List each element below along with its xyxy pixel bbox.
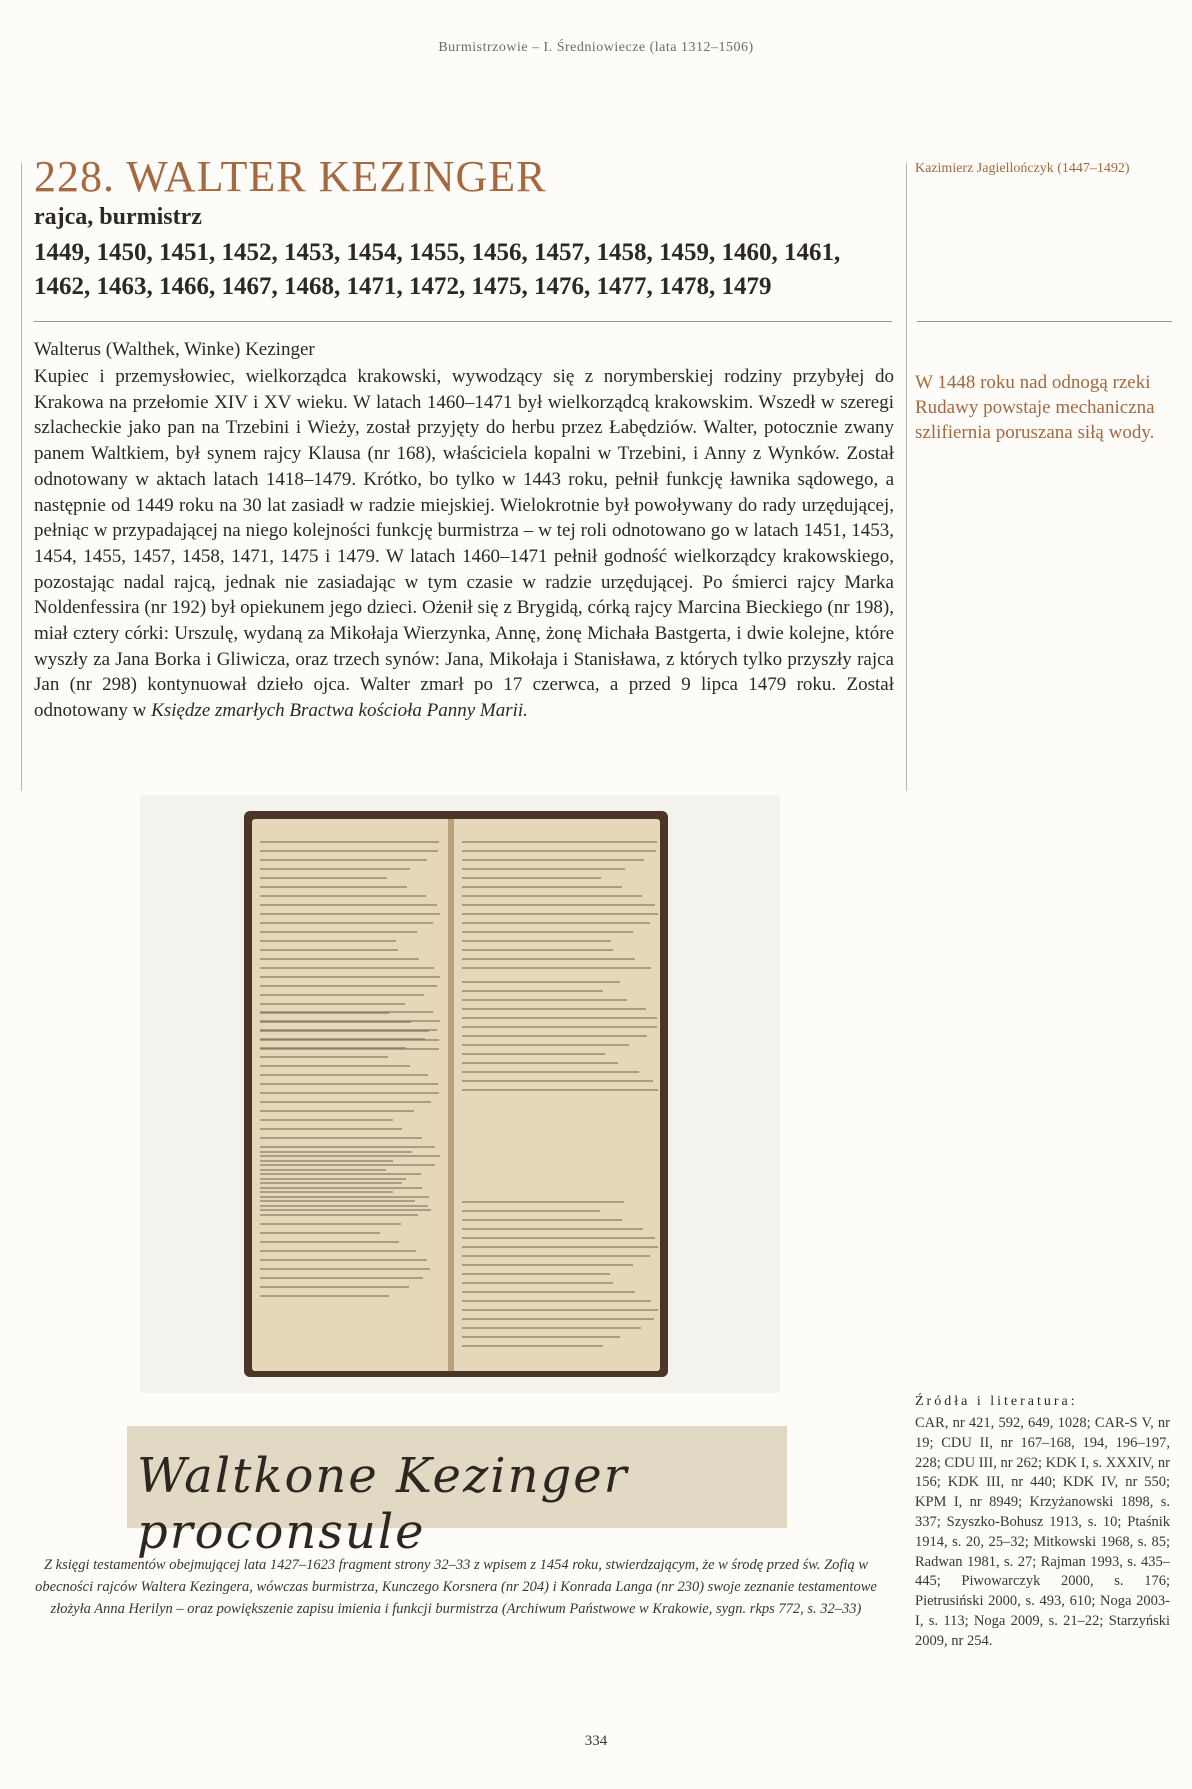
handwriting-stroke — [462, 1008, 646, 1010]
handwriting-stroke — [260, 1223, 401, 1225]
running-head: Burmistrzowie – I. Średniowiecze (lata 1312–1506) — [438, 40, 754, 55]
handwriting-stroke — [260, 1187, 422, 1189]
handwriting-stroke — [260, 1056, 388, 1058]
handwriting-stroke — [260, 1277, 423, 1279]
handwriting-stroke — [462, 1026, 657, 1028]
handwriting-stroke — [260, 1038, 425, 1040]
handwriting-stroke — [260, 967, 434, 969]
handwriting-stroke — [260, 1119, 393, 1121]
handwriting-stroke — [462, 981, 620, 983]
handwriting-stroke — [260, 1155, 440, 1157]
handwriting-stroke — [462, 877, 601, 879]
handwriting-stroke — [462, 1210, 600, 1212]
handwriting-stroke — [260, 1074, 428, 1076]
handwriting-stroke — [462, 895, 642, 897]
handwriting-stroke — [260, 1191, 393, 1193]
handwriting-stroke — [462, 1282, 613, 1284]
handwriting-stroke — [462, 1228, 643, 1230]
handwriting-stroke — [462, 1062, 618, 1064]
handwriting-stroke — [462, 1336, 620, 1338]
handwriting-stroke — [260, 1101, 431, 1103]
handwriting-stroke — [260, 1232, 380, 1234]
handwriting-stroke — [260, 1003, 405, 1005]
handwriting-stroke — [260, 1020, 440, 1022]
handwriting-stroke — [462, 1309, 658, 1311]
handwriting-stroke — [260, 1160, 393, 1162]
handwriting-stroke — [260, 1128, 402, 1130]
handwriting-stroke — [260, 1182, 402, 1184]
handwriting-stroke — [260, 1173, 421, 1175]
handwriting-stroke — [462, 886, 622, 888]
handwriting-stroke — [462, 1300, 651, 1302]
entry-title: 228. WALTER KEZINGER — [34, 152, 547, 201]
handwriting-stroke — [260, 904, 437, 906]
manuscript-detail — [127, 1426, 787, 1560]
monarch-label: Kazimierz Jagiellończyk (1447–1492) — [915, 161, 1130, 176]
handwriting-stroke — [260, 1205, 428, 1207]
handwriting-stroke — [462, 931, 633, 933]
handwriting-stroke — [260, 1214, 418, 1216]
handwriting-stroke — [260, 1250, 416, 1252]
handwriting-stroke — [462, 1080, 653, 1082]
handwriting-stroke — [462, 1017, 657, 1019]
handwriting-stroke — [462, 904, 655, 906]
handwriting-stroke — [260, 1259, 427, 1261]
handwriting-stroke — [260, 1286, 409, 1288]
handwriting-stroke — [260, 868, 410, 870]
handwriting-stroke — [462, 1291, 635, 1293]
handwriting-stroke — [462, 1201, 624, 1203]
handwriting-stroke — [462, 1044, 629, 1046]
column-divider — [906, 163, 907, 791]
entry-years — [34, 236, 894, 304]
handwriting-stroke — [462, 841, 657, 843]
handwriting-stroke — [260, 1110, 414, 1112]
handwriting-stroke — [462, 1255, 650, 1257]
handwriting-stroke — [260, 1029, 437, 1031]
manuscript-detail-text: Waltkone Kezinger proconsule — [137, 1448, 629, 1560]
handwriting-stroke — [462, 1264, 633, 1266]
handwriting-stroke — [462, 940, 611, 942]
handwriting-stroke — [260, 940, 396, 942]
handwriting-stroke — [260, 1268, 430, 1270]
manuscript-left-page — [252, 819, 448, 1371]
handwriting-stroke — [462, 850, 656, 852]
handwriting-stroke — [462, 1053, 605, 1055]
handwriting-stroke — [462, 1219, 622, 1221]
years-line-2: 1462, 1463, 1466, 1467, 1468, 1471, 1472, 1475, 1476, 1477, 1478, 1479 — [34, 273, 772, 300]
handwriting-stroke — [462, 967, 651, 969]
handwriting-stroke — [462, 990, 603, 992]
header-divider — [34, 321, 892, 322]
handwriting-stroke — [260, 913, 440, 915]
handwriting-stroke — [260, 1178, 406, 1180]
entry-alias: Walterus (Walthek, Winke) Kezinger — [34, 339, 315, 360]
handwriting-stroke — [260, 1241, 399, 1243]
handwriting-stroke — [260, 1047, 406, 1049]
handwriting-stroke — [260, 1092, 439, 1094]
handwriting-stroke — [260, 1137, 422, 1139]
handwriting-stroke — [260, 1151, 412, 1153]
handwriting-stroke — [260, 1164, 435, 1166]
handwriting-stroke — [462, 1318, 654, 1320]
handwriting-stroke — [462, 999, 627, 1001]
entry-biography — [34, 364, 894, 724]
handwriting-stroke — [260, 949, 398, 951]
manuscript-book — [244, 811, 668, 1377]
side-divider — [917, 321, 1172, 322]
left-rule — [21, 163, 22, 791]
handwriting-stroke — [462, 1345, 603, 1347]
handwriting-stroke — [462, 949, 613, 951]
biography-source-title: Księdze zmarłych Bractwa kościoła Panny Marii. — [151, 700, 528, 722]
biography-text: Kupiec i przemysłowiec, wielkorządca krakowski, wywodzący się z norymberskiej rodziny przybyłej do Krakowa na przełomie XIV i XV wieku. W latach 1460–1471 był wielkorządcą krakowskim. Wszedł w szeregi szlacheckie jako pan na Trzebini i Wieży, został przyjęty do herbu przez Łabędziów. Walter, potocznie zwany panem Waltkiem, był synem rajcy Klausa (nr 168), właściciela kopalni w Trzebini, i Anny z Wynków. Został odnotowany w aktach latach 1418–1479. Krótko, bo tylko w 1443 roku, pełnił funkcję ławnika sądowego, a następnie od 1449 roku na 30 lat zasiadł w radzie miejskiej. Wielokrotnie był powoływany do rady urzędującej, pełniąc w przypadającej na niego kolejności funkcję burmistrza – w tej roli odnotowano go w latach 1451, 1453, 1454, 1455, 1457, 1458, 1471, 1475 i 1479. W latach 1460–1471 pełnił godność wielkorządcy krakowskiego, pozostając nadal rajcą, jednak nie zasiadając w tym czasie w radzie urzędującej. Po śmierci rajcy Marka Noldenfessira (nr 192) był opiekunem jego dzieci. Ożenił się z Brygidą, córką rajcy Marcina Bieckiego (nr 198), miał cztery córki: Urszulę, wydaną za Mikołaja Wierzynka, Annę, żonę Michała Bastgerta, i dwie kolejne, które wyszły za Jana Borka i Gliwicza, oraz trzech synów: Jana, Mikołaja i Stanisława, z których tylko przyszły rajca Jan (nr 298) kontynuował dzieło ojca. Walter zmarł po 17 czerwca, a przed 9 lipca 1479 roku. Został odnotowany w — [34, 366, 894, 722]
entry-subtitle: rajca, burmistrz — [34, 204, 202, 230]
handwriting-stroke — [260, 1200, 415, 1202]
handwriting-stroke — [260, 1146, 435, 1148]
manuscript-photo — [140, 795, 780, 1393]
figure-caption: Z księgi testamentów obejmującej lata 1427–1623 fragment strony 32–33 z wpisem z 1454 roku, stwierdzającym, że w środę przed św. Zofią w obecności rajców Waltera Kezingera, wówczas burmistrza, Kunczego Korsnera (nr 204) i Konrada Langa (nr 230) swoje zeznanie testamentowe złożyła Anna Herilyn – oraz powiększenie zapisu imienia i funkcji burmistrza (Archiwum Państwowe w Krakowie, sygn. rkps 772, s. 32–33) — [35, 1557, 877, 1617]
handwriting-stroke — [260, 841, 439, 843]
handwriting-stroke — [462, 922, 650, 924]
handwriting-stroke — [260, 931, 417, 933]
handwriting-stroke — [260, 877, 387, 879]
handwriting-stroke — [462, 1071, 639, 1073]
handwriting-stroke — [260, 886, 407, 888]
handwriting-stroke — [260, 895, 426, 897]
handwriting-stroke — [462, 1089, 658, 1091]
handwriting-stroke — [260, 994, 424, 996]
page-number: 334 — [584, 1733, 608, 1749]
handwriting-stroke — [260, 1065, 410, 1067]
manuscript-right-page — [454, 819, 660, 1371]
handwriting-stroke — [260, 1209, 431, 1211]
handwriting-stroke — [260, 958, 419, 960]
handwriting-stroke — [462, 868, 625, 870]
side-note: W 1448 roku nad odnogą rzeki Rudawy powstaje mechaniczna szlifiernia poruszana siłą wody. — [915, 372, 1155, 443]
handwriting-stroke — [462, 1237, 655, 1239]
handwriting-stroke — [462, 958, 635, 960]
handwriting-stroke — [260, 1295, 389, 1297]
handwriting-stroke — [260, 922, 433, 924]
sources-heading: Źródła i literatura: — [915, 1394, 1078, 1409]
handwriting-stroke — [260, 1011, 433, 1013]
handwriting-stroke — [260, 1169, 386, 1171]
handwriting-stroke — [260, 1196, 429, 1198]
handwriting-stroke — [260, 976, 440, 978]
handwriting-stroke — [462, 859, 644, 861]
handwriting-stroke — [462, 1327, 641, 1329]
years-line-1: 1449, 1450, 1451, 1452, 1453, 1454, 1455, 1456, 1457, 1458, 1459, 1460, 1461, — [34, 239, 841, 266]
handwriting-stroke — [260, 1083, 438, 1085]
handwriting-stroke — [260, 850, 438, 852]
handwriting-stroke — [260, 859, 427, 861]
handwriting-stroke — [462, 1035, 647, 1037]
sources-list: CAR, nr 421, 592, 649, 1028; CAR-S V, nr 19; CDU II, nr 167–168, 194, 196–197, 228; CDU III, nr 262; KDK I, s. XXXIV, nr 156; KDK III, nr 440; KDK IV, nr 550; KPM I, nr 8949; Krzyżanowski 1898, s. 337; Szyszko-Bohusz 1913, s. 10; Ptaśnik 1914, s. 20, 25–32; Mitkowski 1968, s. 85; Radwan 1981, s. 27; Rajman 1993, s. 435–445; Piwowarczyk 2000, s. 176; Pietrusiński 2000, s. 493, 610; Noga 2003-I, s. 113; Noga 2009, s. 21–22; Starzyński 2009, nr 254. — [915, 1415, 1170, 1649]
handwriting-stroke — [462, 1246, 658, 1248]
handwriting-stroke — [462, 1273, 610, 1275]
handwriting-stroke — [260, 985, 437, 987]
handwriting-stroke — [462, 913, 658, 915]
